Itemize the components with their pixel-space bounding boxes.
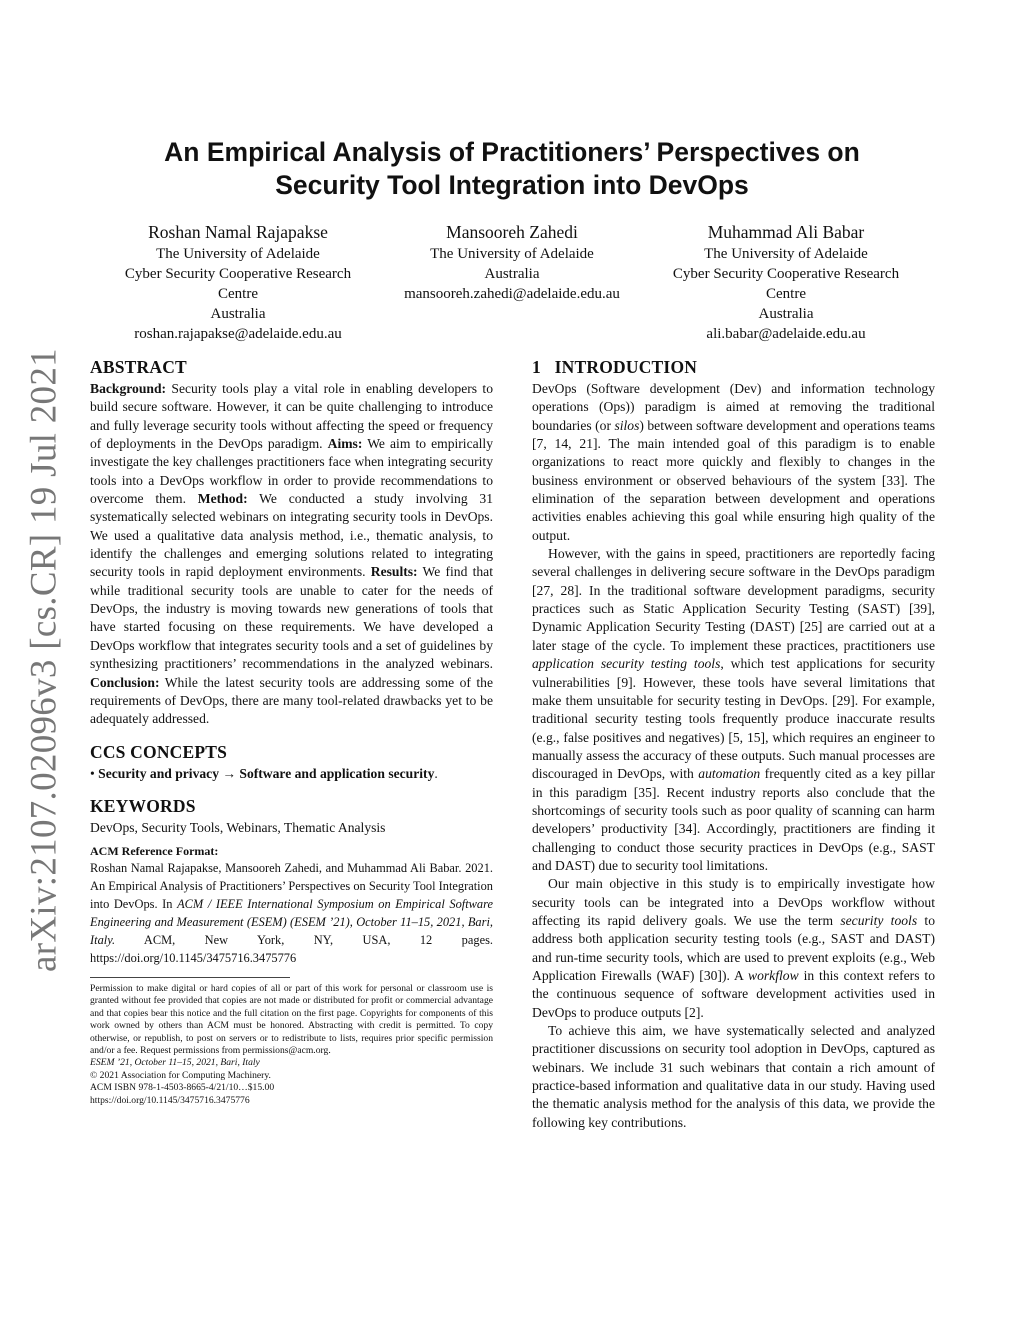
author-name: Roshan Namal Rajapakse	[148, 222, 328, 242]
results-text: We find that while traditional security tools are unable to cater for the needs of DevOps, the industry is moving towards new generations of tools that have started focusing on these requirements. We have developed a DevOps workflow that integrates security tools and a set of guidelines by synthesizing practitioners’ recommendations in the analyzed webinars.	[90, 564, 493, 672]
author-affiliation: The University of Adelaide	[156, 246, 320, 262]
author-block-3	[640, 220, 932, 344]
intro-p2-text: , which test applications for security vulnerabilities [9]. However, these tools have several limitations that make them unsuitable for security testing in DevOps. [29]. For example, traditional security testing tools frequently produce inaccurate results (e.g., false positives and negatives) [5, 15], which requires an engineer to manually assess the accuracy of these outputs. Such manual processes are discouraged in DevOps, with	[532, 656, 935, 782]
left-column	[90, 354, 493, 1107]
author-email: ali.babar@adelaide.edu.au	[706, 326, 866, 342]
ccs-concept: Security and privacy → Software and application security	[98, 765, 435, 781]
right-column	[532, 354, 935, 1132]
intro-p2-emphasis: automation	[698, 766, 761, 782]
intro-p2-text: frequently cited as a key pillar in this paradigm [35]. Recent industry reports also conclude that the shortcomings of security tools such as poor quality of scanning can harm developers’ productivity [34]. Accordingly, practitioners are finding it challenging to conduct those security practices in DevOps (e.g., SAST and DAST) due to security tool limitations.	[532, 766, 935, 873]
title-line-2: Security Tool Integration into DevOps	[275, 170, 749, 200]
isbn-line: ACM ISBN 978-1-4503-8665-4/21/10…$15.00	[90, 1082, 275, 1094]
intro-p3-emphasis: security tools	[840, 912, 918, 928]
acm-reference-venue: ACM / IEEE International Symposium on Empirical Software Engineering and Measurement (ESEM) (ESEM ’21), October 11–15, 2021, Bari, Italy.	[90, 896, 493, 947]
conclusion-text: While the latest security tools are addressing some of the requirements of DevOps, there are many tool-related drawbacks yet to be adequately addressed.	[90, 674, 493, 727]
conference-text: ESEM ’21, October 11–15, 2021, Bari, Italy	[90, 1057, 260, 1069]
author-email: mansooreh.zahedi@adelaide.edu.au	[404, 286, 620, 302]
footnote-rule	[90, 977, 290, 978]
author-country: Australia	[210, 306, 266, 322]
author-country: Australia	[758, 306, 814, 322]
aims-text: We aim to empirically investigate the key challenges practitioners face when integrating security tools into a DevOps workflow in order to provide recommendations to overcome them.	[90, 436, 494, 507]
intro-p3-text: to address both application security testing tools (e.g., SAST and DAST) and run-time security tools, which are used to prevent exploits (e.g., Web Application Firewalls (WAF) [30]). A	[532, 912, 935, 983]
author-name: Mansooreh Zahedi	[446, 222, 578, 242]
ccs-heading: CCS CONCEPTS	[90, 741, 228, 762]
intro-paragraph-2	[532, 545, 935, 875]
copyright-line: © 2021 Association for Computing Machinery.	[90, 1069, 271, 1081]
arxiv-identifier	[20, 348, 68, 972]
acm-reference-text	[90, 859, 493, 967]
acm-reference-publisher: ACM, New York, NY, USA, 12 pages. https://doi.org/10.1145/3475716.3475776	[90, 932, 493, 965]
conference-line	[90, 1057, 493, 1069]
method-text: We conducted a study involving 31 systematically selected webinars on integrating security tools in DevOps. We used a qualitative data analysis method, i.e., thematic analysis, to identify the challenges and emerging solutions related to integrating security tools in rapid deployment environments.	[90, 491, 494, 580]
background-text: Security tools play a vital role in enabling developers to build secure software. However, it can be quite challenging to introduce and fully leverage security tools without affecting the speed or frequency of deployments in the DevOps paradigm.	[90, 381, 493, 452]
intro-paragraph-4: To achieve this aim, we have systematically selected and analyzed practitioner discussions on security tool adoption in DevOps, captured as webinars. We include 31 such webinars that contain a rich amount of practice-based information and qualitative data in our study. Having used the thematic analysis method for the analysis of this data, we provide the following key contributions.	[532, 1023, 935, 1130]
intro-p1-text: ) between software development and operations teams [7, 14, 21]. The main intended goal of this paradigm is to enable organizations to react more quickly and flexibly to changes in the business environment or observed behaviours of the system [33]. The elimination of the separation between development and operations activities enables achieving this goal while ensuring high quality of the output.	[532, 417, 935, 543]
keywords-heading: KEYWORDS	[90, 795, 196, 816]
title-line-1: An Empirical Analysis of Practitioners’ Perspectives on	[164, 137, 860, 167]
conclusion-label: Conclusion:	[90, 674, 160, 690]
author-affiliation: Centre	[218, 286, 258, 302]
ccs-bullet: •	[90, 765, 99, 781]
abstract-body	[90, 380, 493, 729]
author-email: roshan.rajapakse@adelaide.edu.au	[134, 326, 342, 342]
author-affiliation: Cyber Security Cooperative Research	[672, 266, 900, 282]
method-label: Method:	[197, 491, 248, 507]
acm-reference-authors: Roshan Namal Rajapakse, Mansooreh Zahedi, and Muhammad Ali Babar. 2021. An Empirical Analysis of Practitioners’ Perspectives on Security Tool Integration into DevOps. In	[90, 860, 494, 911]
acm-reference-heading: ACM Reference Format:	[90, 843, 219, 858]
intro-p1-text: DevOps (Software development (Dev) and information technology operations (Ops)) paradigm is aimed at removing the traditional boundaries (or	[532, 381, 935, 433]
intro-paragraph-3	[532, 875, 935, 1022]
intro-paragraph-1	[532, 380, 935, 545]
intro-p2-emphasis: application security testing tools	[532, 656, 721, 672]
background-label: Background:	[90, 381, 167, 396]
intro-p3-emphasis: workflow	[748, 968, 799, 983]
abstract-heading: ABSTRACT	[90, 357, 187, 377]
arxiv-identifier-text: arXiv:2107.02096v3 [cs.CR] 19 Jul 2021	[23, 348, 65, 972]
aims-label: Aims:	[327, 436, 363, 452]
intro-p3-text: in this context refers to the continuous sequence of software development activities used in DevOps to produce outputs [2].	[532, 968, 935, 1020]
results-label: Results:	[370, 564, 418, 580]
author-affiliation: The University of Adelaide	[430, 246, 594, 262]
author-block-2	[384, 220, 640, 304]
intro-p2-text: However, with the gains in speed, practitioners are reportedly facing several challenges in delivering secure software in the DevOps paradigm [27, 28]. In the traditional software development paradigms, security practices such as Static Application Security Testing (SAST) [39], Dynamic Application Security Testing (DAST) [25] are carried out at a later stage of the cycle. To implement these practices, practitioners use	[532, 546, 935, 653]
paper-title	[90, 136, 934, 202]
author-affiliation: Cyber Security Cooperative Research	[124, 266, 352, 282]
ccs-concepts	[90, 765, 493, 783]
permission-notice: Permission to make digital or hard copies of all or part of this work for personal or classroom use is granted without fee provided that copies are not made or distributed for profit or commercial advantage and that copies bear this notice and the full citation on the first page. Copyrights for components of this work owned by others than ACM must be honored. Abstracting with credit is permitted. To copy otherwise, or republish, to post on servers or to redistribute to lists, requires prior specific permission and/or a fee. Request permissions from permissions@acm.org.	[90, 982, 493, 1056]
author-affiliation: The University of Adelaide	[704, 246, 868, 262]
author-country: Australia	[484, 266, 540, 282]
doi-link[interactable]: https://doi.org/10.1145/3475716.3475776	[90, 1094, 250, 1106]
intro-p3-text: Our main objective in this study is to empirically investigate how security tools can be integrated into a DevOps workflow without affecting its rapid delivery goals. We use the term	[532, 876, 935, 928]
author-name: Muhammad Ali Babar	[707, 222, 865, 242]
author-affiliation: Centre	[766, 286, 806, 302]
intro-p1-emphasis: silos	[614, 417, 640, 433]
introduction-heading: 1 INTRODUCTION	[532, 357, 698, 377]
author-block-1	[92, 220, 384, 344]
keywords-text: DevOps, Security Tools, Webinars, Thematic Analysis	[90, 819, 386, 835]
ccs-period: .	[434, 765, 438, 781]
